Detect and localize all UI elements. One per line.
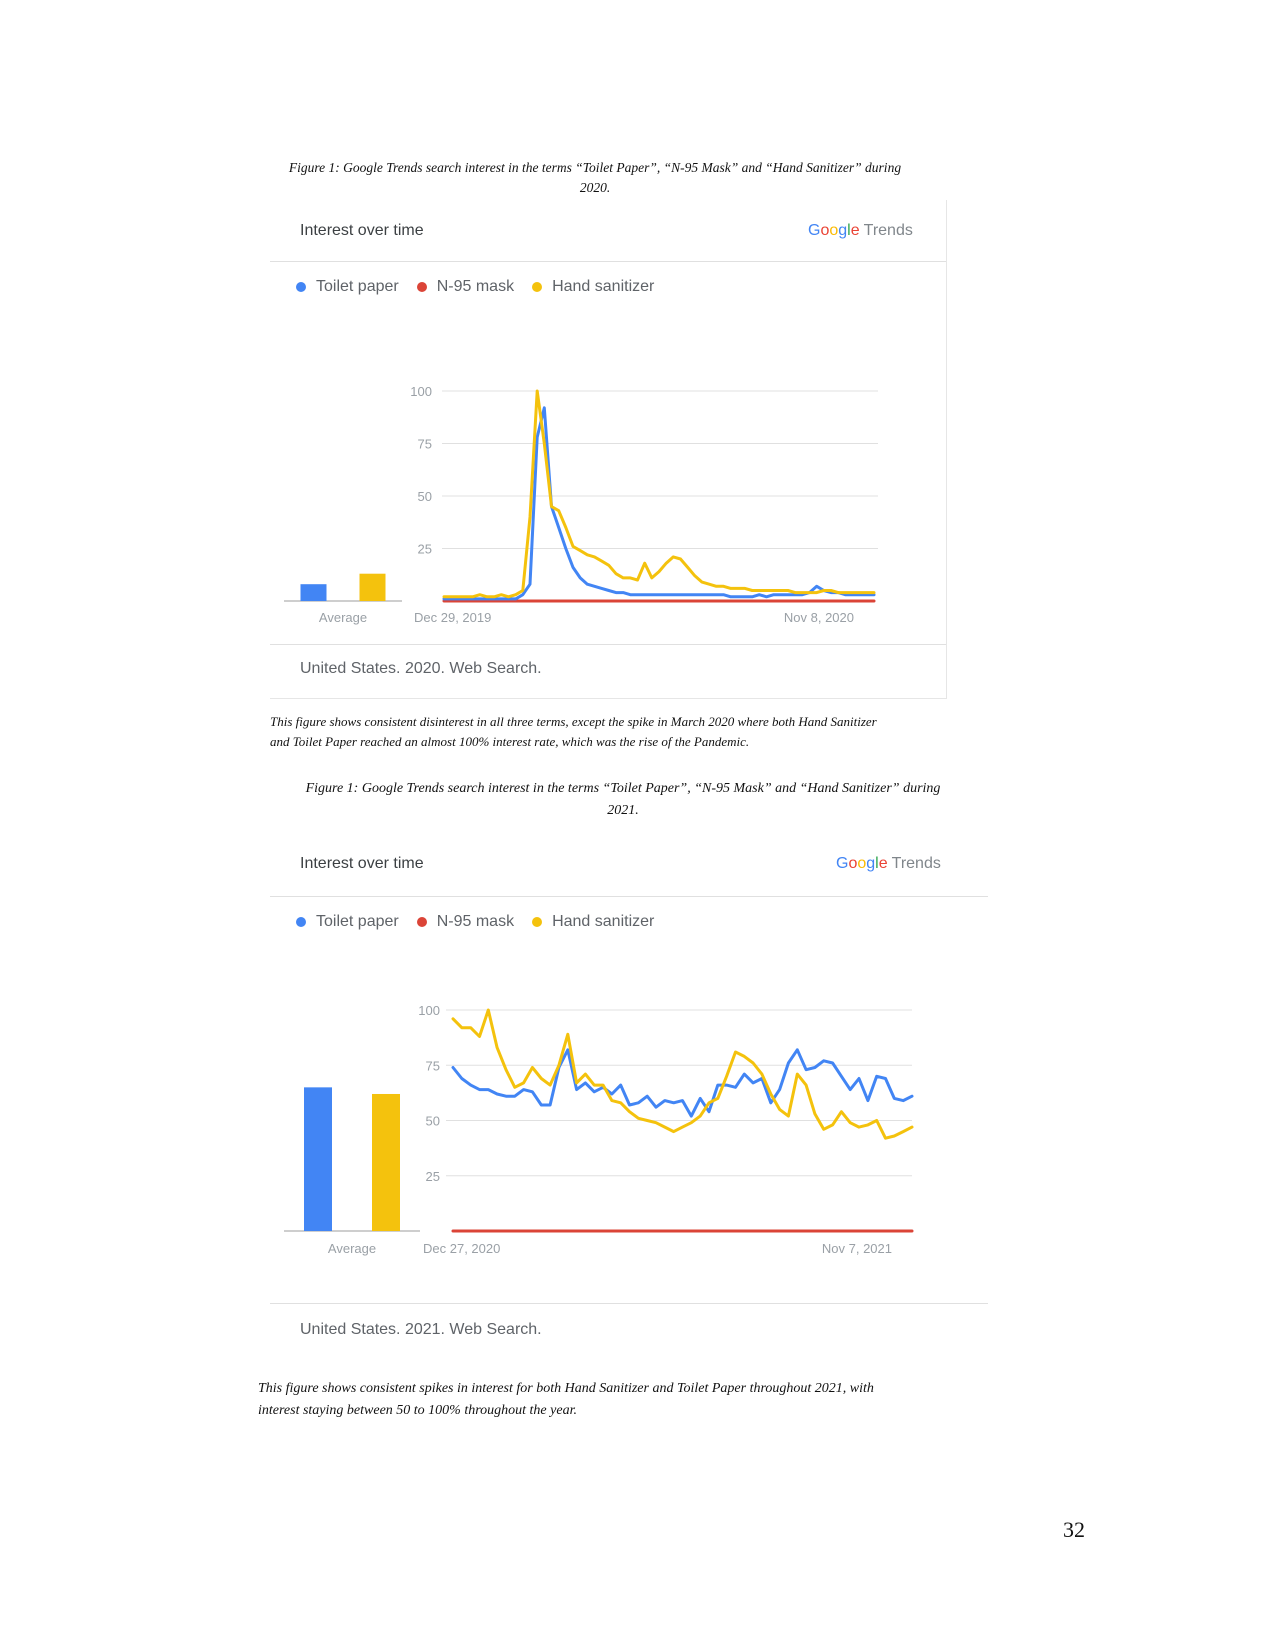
panel-footer: United States. 2020. Web Search. xyxy=(300,660,542,677)
chart-legend xyxy=(296,278,672,296)
series-line-hand-sanitizer xyxy=(453,1010,912,1138)
average-bar-toilet-paper xyxy=(304,1087,332,1231)
series-line-hand-sanitizer xyxy=(444,391,874,597)
figure-description-2020: This figure shows consistent disinterest in all three terms, except the spike in March 2020 where both Hand Sanitizer and Toilet Paper reached an almost 100% interest rate, which was the rise of the Pandemic. xyxy=(270,714,877,749)
figure-caption-line2: 2021. xyxy=(607,803,639,818)
header-divider xyxy=(270,896,988,897)
legend-n95-mask[interactable]: N-95 mask xyxy=(417,913,514,931)
panel-footer: United States. 2021. Web Search. xyxy=(300,1321,542,1338)
panel-title: Interest over time xyxy=(300,222,424,239)
legend-dot-icon xyxy=(532,282,542,292)
footer-divider xyxy=(270,1303,988,1304)
y-tick-label: 100 xyxy=(418,1003,440,1018)
average-bar-hand-sanitizer xyxy=(372,1094,400,1231)
trends-panel-2020 xyxy=(270,200,947,699)
y-tick-label: 50 xyxy=(425,1113,440,1129)
google-trends-logo: Google Trends xyxy=(808,222,913,239)
x-start-label: Dec 29, 2019 xyxy=(414,610,492,625)
interest-chart-2021 xyxy=(270,953,988,1293)
trends-panel-2021 xyxy=(270,833,988,1343)
figure-caption-line2: 2020. xyxy=(579,180,611,195)
x-end-label: Nov 7, 2021 xyxy=(821,1241,892,1256)
x-end-label: Nov 8, 2020 xyxy=(783,610,854,625)
legend-hand-sanitizer[interactable]: Hand sanitizer xyxy=(532,278,654,296)
average-bar-toilet-paper xyxy=(301,584,327,601)
footer-divider xyxy=(270,644,946,645)
legend-dot-icon xyxy=(296,282,306,292)
figure-caption-2021 xyxy=(268,778,978,822)
interest-chart-2020 xyxy=(270,320,946,680)
y-tick-label: 25 xyxy=(425,1168,440,1184)
y-tick-label: 50 xyxy=(417,489,432,504)
legend-dot-icon xyxy=(532,917,542,927)
google-trends-logo: Google Trends xyxy=(836,855,941,872)
figure-description-2021: This figure shows consistent spikes in interest for both Hand Sanitizer and Toilet Paper throughout 2021, with interest staying between 50 to 100% throughout the year. xyxy=(258,1381,874,1418)
chart-legend xyxy=(296,913,672,931)
legend-toilet-paper[interactable]: Toilet paper xyxy=(296,278,399,296)
average-label: Average xyxy=(327,1241,377,1256)
legend-n95-mask[interactable]: N-95 mask xyxy=(417,278,514,296)
legend-dot-icon xyxy=(296,917,306,927)
figure-caption-2020 xyxy=(265,158,925,198)
panel-title: Interest over time xyxy=(300,855,424,872)
y-tick-label: 75 xyxy=(417,436,432,452)
legend-dot-icon xyxy=(417,282,427,292)
y-tick-label: 100 xyxy=(410,384,432,399)
y-tick-label: 25 xyxy=(417,541,432,557)
average-bar-hand-sanitizer xyxy=(360,574,386,601)
figure-caption-line1: Figure 1: Google Trends search interest in the terms “Toilet Paper”, “N-95 Mask” and “Hand Sanitizer” during xyxy=(305,781,941,796)
legend-toilet-paper[interactable]: Toilet paper xyxy=(296,913,399,931)
header-divider xyxy=(270,261,946,262)
average-label: Average xyxy=(318,610,368,625)
legend-hand-sanitizer[interactable]: Hand sanitizer xyxy=(532,913,654,931)
x-start-label: Dec 27, 2020 xyxy=(423,1241,501,1256)
page-number: 32 xyxy=(1063,1517,1085,1542)
figure-caption-line1: Figure 1: Google Trends search interest in the terms “Toilet Paper”, “N-95 Mask” and “Hand Sanitizer” during xyxy=(288,160,902,175)
legend-dot-icon xyxy=(417,917,427,927)
y-tick-label: 75 xyxy=(425,1058,440,1074)
